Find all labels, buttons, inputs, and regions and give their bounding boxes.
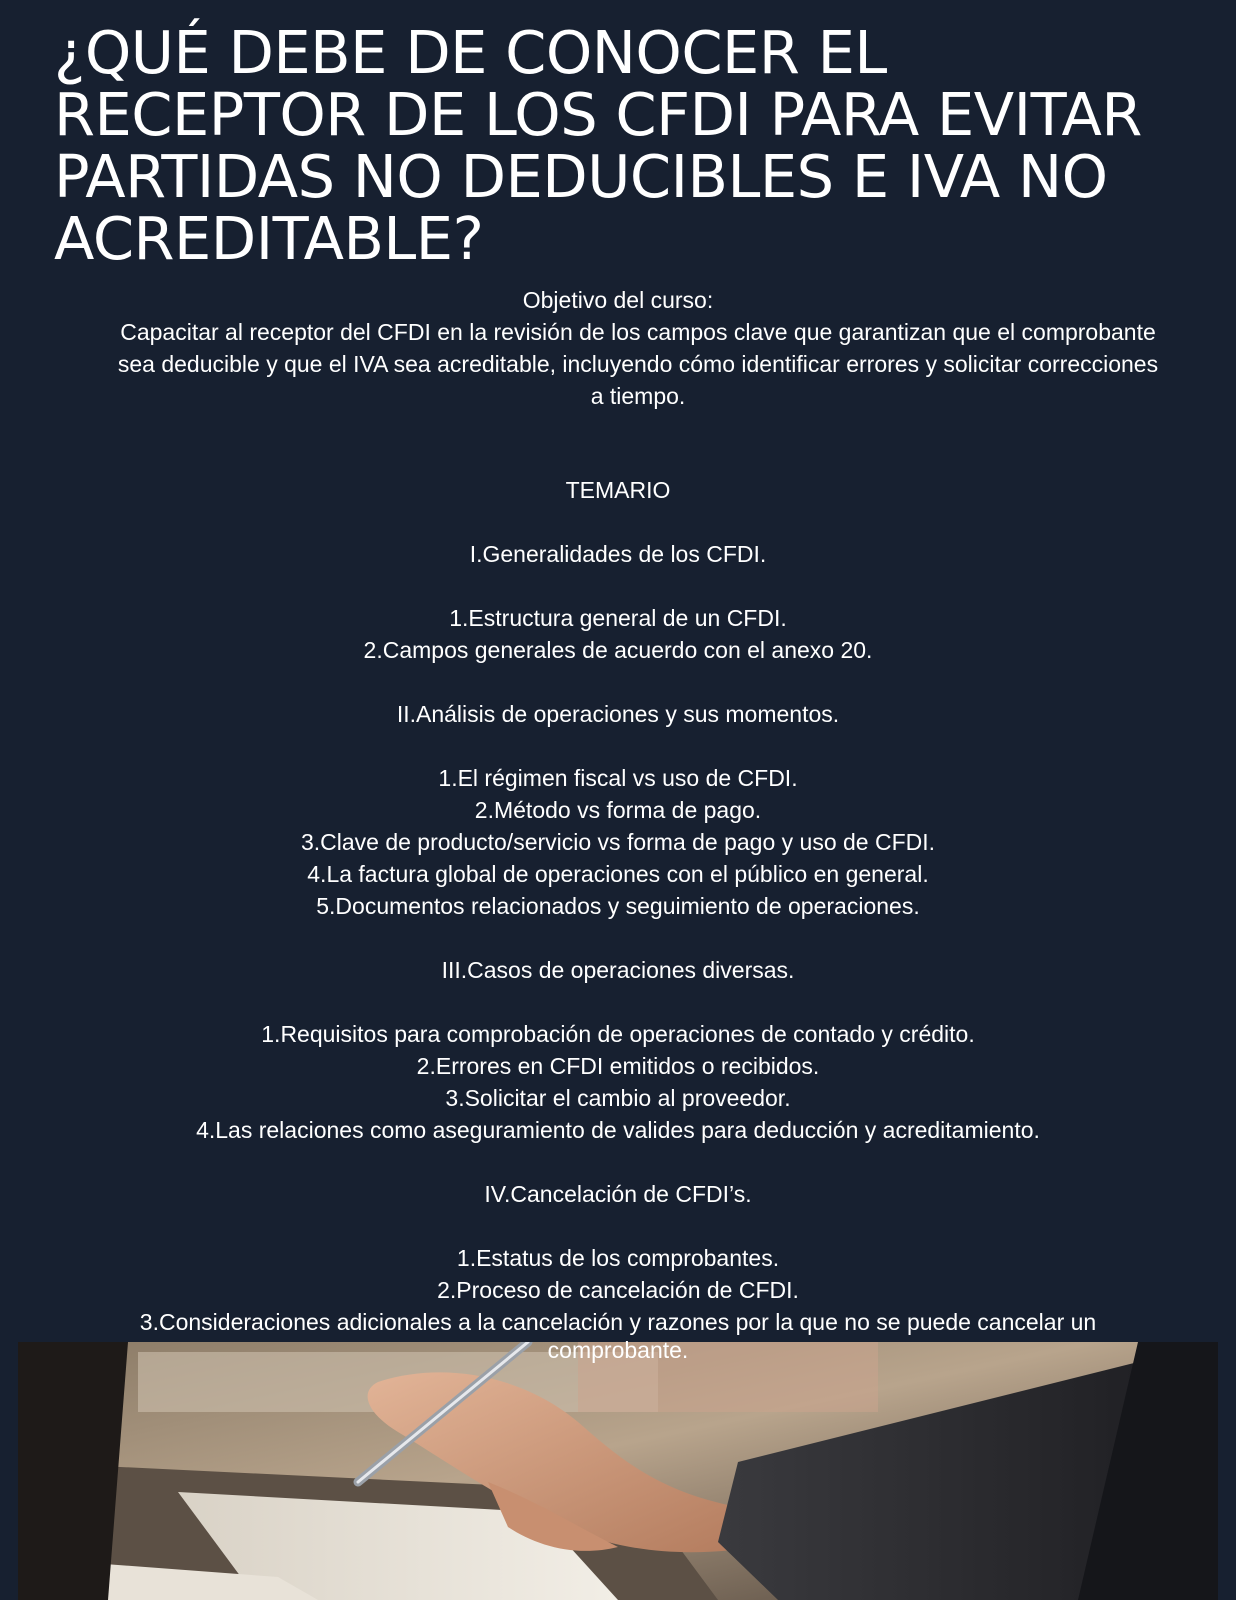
title-line: ACREDITABLE? xyxy=(54,204,484,273)
section-item: 2.Campos generales de acuerdo con el anexo 20. xyxy=(363,637,873,663)
section-item: 4.Las relaciones como aseguramiento de valides para deducción y acreditamiento. xyxy=(196,1117,1040,1143)
title-line: ¿QUÉ DEBE DE CONOCER EL xyxy=(54,18,887,87)
section-item: 4.La factura global de operaciones con el público en general. xyxy=(307,861,929,887)
title-line: RECEPTOR DE LOS CFDI PARA EVITAR xyxy=(54,80,1142,149)
section-item: 5.Documentos relacionados y seguimiento de operaciones. xyxy=(316,893,920,919)
section-item: 3.Consideraciones adicionales a la cancelación y razones por la que no se puede cancelar un xyxy=(139,1309,1097,1335)
section-title: I.Generalidades de los CFDI. xyxy=(469,541,767,567)
page-title xyxy=(54,18,1204,273)
syllabus xyxy=(0,474,1236,1338)
section-title: IV.Cancelación de CFDI’s. xyxy=(484,1181,752,1207)
section-item: 1.Requisitos para comprobación de operaciones de contado y crédito. xyxy=(261,1021,975,1047)
section-title: III.Casos de operaciones diversas. xyxy=(441,957,795,983)
writing-hand-photo xyxy=(18,1342,1218,1600)
section-item: 3.Solicitar el cambio al proveedor. xyxy=(445,1085,791,1111)
title-line: PARTIDAS NO DEDUCIBLES E IVA NO xyxy=(54,142,1108,211)
section-item: 3.Clave de producto/servicio vs forma de pago y uso de CFDI. xyxy=(300,829,936,855)
section-item: 1.El régimen fiscal vs uso de CFDI. xyxy=(438,765,798,791)
section-item: 2.Proceso de cancelación de CFDI. xyxy=(437,1277,799,1303)
section-item: 2.Método vs forma de pago. xyxy=(474,797,762,823)
objective-line: a tiempo. xyxy=(590,383,686,409)
course-objective xyxy=(0,284,1236,412)
objective-line: Capacitar al receptor del CFDI en la revisión de los campos clave que garantizan que el comprobante xyxy=(120,319,1156,345)
objective-label: Objetivo del curso: xyxy=(522,287,714,313)
objective-line: sea deducible y que el IVA sea acreditable, incluyendo cómo identificar errores y solicitar correcciones xyxy=(117,351,1159,377)
section-item: 2.Errores en CFDI emitidos o recibidos. xyxy=(416,1053,820,1079)
objective-text xyxy=(18,316,1236,412)
section-item-continuation: comprobante. xyxy=(547,1337,689,1363)
section-item: 1.Estatus de los comprobantes. xyxy=(456,1245,780,1271)
section-item: 1.Estructura general de un CFDI. xyxy=(449,605,787,631)
section-title: II.Análisis de operaciones y sus momentos. xyxy=(396,701,840,727)
syllabus-heading: TEMARIO xyxy=(565,477,671,503)
